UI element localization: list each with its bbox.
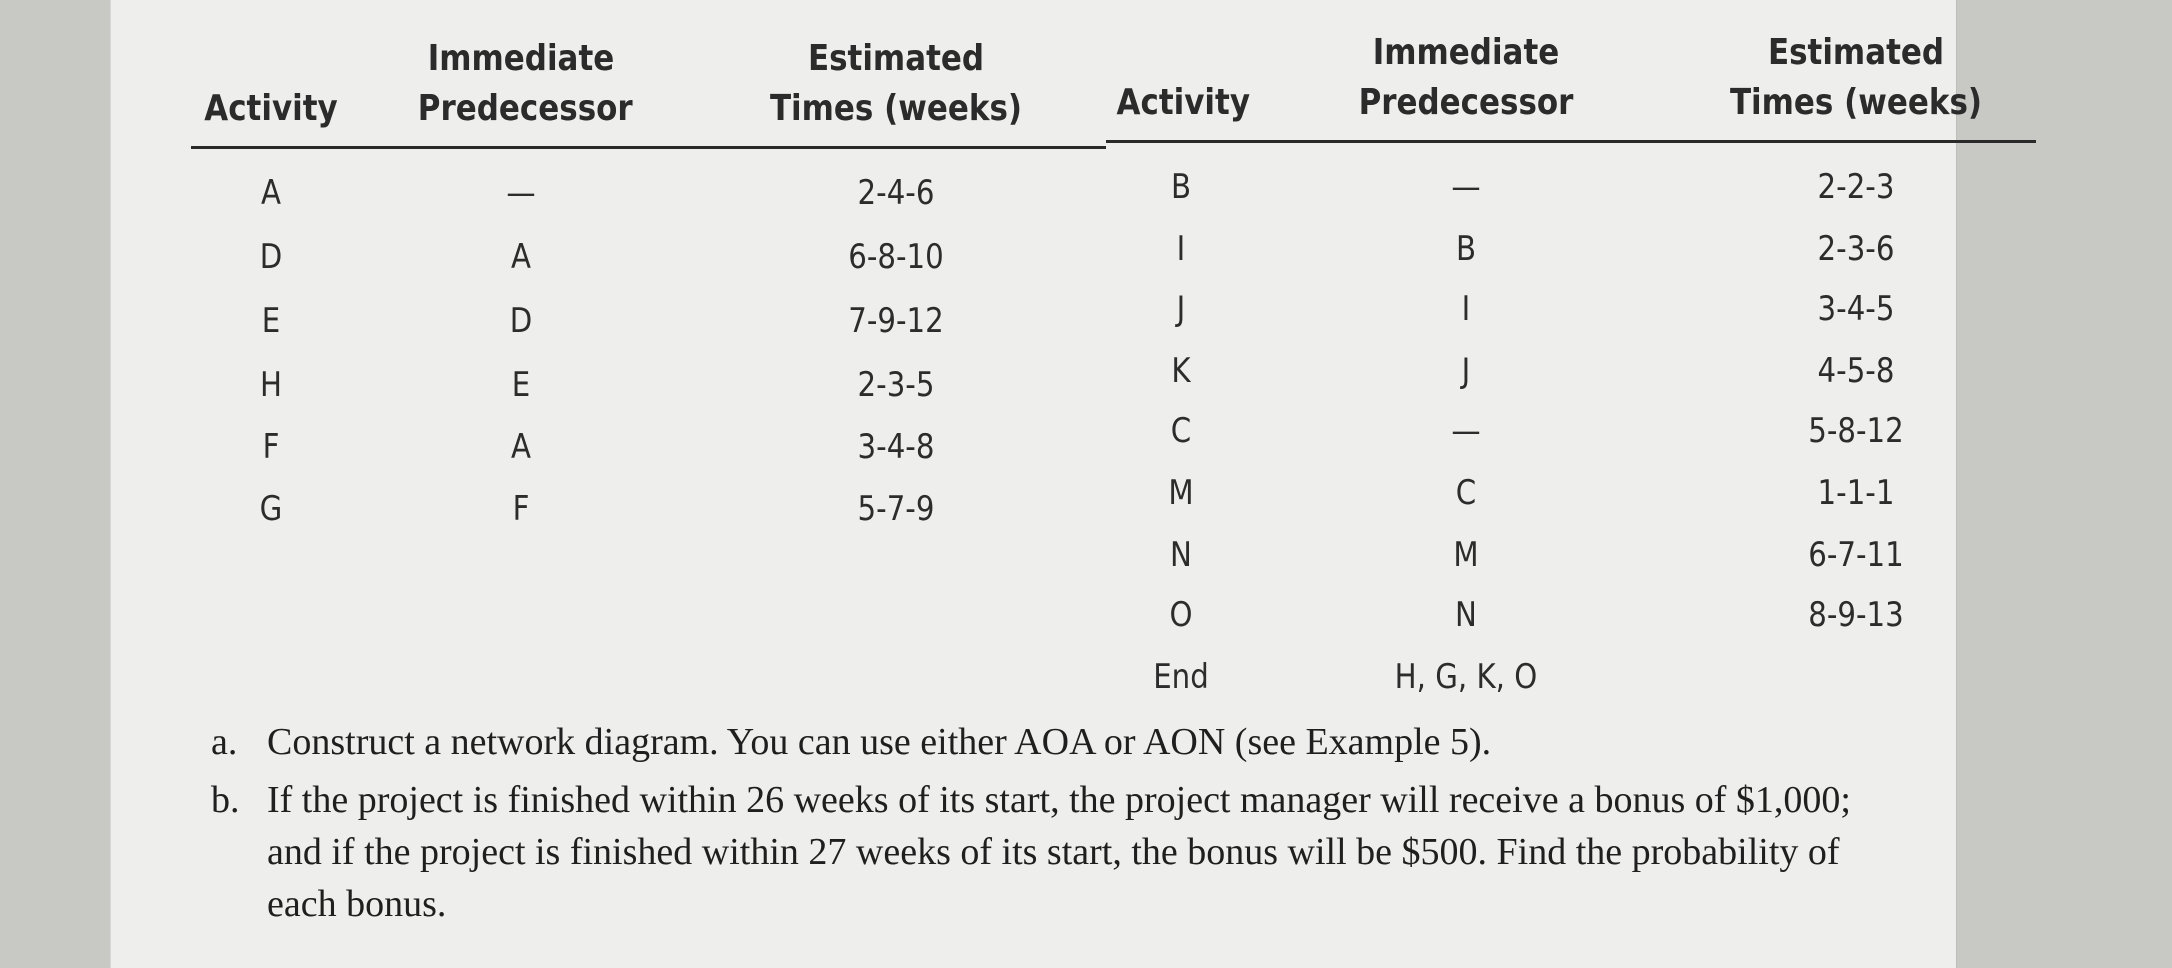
predecessor-cell: F — [512, 489, 530, 529]
question-b — [211, 774, 1911, 930]
activity-cell: J — [1176, 289, 1186, 329]
times-cell: 8-9-13 — [1808, 595, 1904, 635]
question-text: If the project is finished within 26 weeks of its start, the project manager will receive a bonus of $1,000; and if the project is finished within 27 weeks of its start, the bonus will be $500. Find the probability of each bonus. — [267, 779, 1851, 925]
times-cell: 2-2-3 — [1817, 167, 1895, 207]
table-row — [1106, 400, 2036, 462]
times-cell: 4-5-8 — [1817, 351, 1895, 391]
predecessor-cell: — — [1451, 411, 1481, 451]
question-label: a. — [211, 721, 238, 763]
question-a — [211, 716, 1911, 768]
activity-cell: F — [262, 427, 280, 467]
table-row — [1106, 584, 2036, 646]
question-list — [211, 716, 1911, 936]
activity-cell: E — [261, 301, 281, 341]
activity-cell: End — [1153, 657, 1209, 697]
left-table-header — [191, 28, 1106, 149]
activity-cell: C — [1170, 411, 1192, 451]
times-cell: 7-9-12 — [848, 301, 944, 341]
activity-cell: B — [1170, 167, 1192, 207]
question-text: Construct a network diagram. You can use either AOA or AON (see Example 5). — [267, 721, 1492, 763]
table-row — [1106, 524, 2036, 586]
activity-cell: H — [259, 365, 282, 405]
activity-cell: M — [1168, 473, 1194, 513]
header-immediate-predecessor: Immediate Predecessor — [417, 38, 633, 129]
header-estimated-times: Estimated Times (weeks) — [769, 38, 1023, 129]
times-cell: 2-3-5 — [857, 365, 935, 405]
header-activity: Activity — [1116, 82, 1251, 123]
header-immediate-predecessor: Immediate Predecessor — [1358, 32, 1574, 123]
predecessor-cell: A — [510, 427, 531, 467]
predecessor-cell: E — [511, 365, 531, 405]
table-row — [1106, 156, 2036, 218]
predecessor-cell: A — [510, 237, 531, 277]
table-row — [1106, 218, 2036, 280]
times-cell: 6-7-11 — [1808, 535, 1904, 575]
times-cell: 1-1-1 — [1817, 473, 1895, 513]
right-table-header — [1106, 22, 2036, 143]
table-row — [191, 162, 1106, 224]
predecessor-cell: N — [1455, 595, 1477, 635]
table-row — [1106, 340, 2036, 402]
predecessor-cell: D — [509, 301, 533, 341]
activity-cell: I — [1176, 229, 1186, 269]
activity-cell: N — [1170, 535, 1192, 575]
predecessor-cell: H, G, K, O — [1394, 657, 1538, 697]
predecessor-cell: J — [1461, 351, 1471, 391]
table-row — [1106, 278, 2036, 340]
table-row — [191, 416, 1106, 478]
predecessor-cell: M — [1453, 535, 1479, 575]
times-cell: 5-7-9 — [857, 489, 935, 529]
table-row — [191, 354, 1106, 416]
predecessor-cell: — — [1451, 167, 1481, 207]
times-cell: 3-4-8 — [857, 427, 935, 467]
activity-cell: D — [259, 237, 283, 277]
activity-cell: G — [259, 489, 283, 529]
times-cell: 2-3-6 — [1817, 229, 1895, 269]
table-row — [191, 478, 1106, 540]
header-estimated-times: Estimated Times (weeks) — [1729, 32, 1983, 123]
activity-cell: K — [1171, 351, 1191, 391]
predecessor-cell: C — [1455, 473, 1477, 513]
times-cell: 2-4-6 — [857, 173, 935, 213]
times-cell: 6-8-10 — [848, 237, 944, 277]
table-row — [191, 226, 1106, 288]
textbook-page — [110, 0, 1983, 968]
table-row — [1106, 646, 2036, 708]
activity-cell: O — [1169, 595, 1193, 635]
table-row — [1106, 462, 2036, 524]
predecessor-cell: B — [1455, 229, 1477, 269]
predecessor-cell: — — [506, 173, 536, 213]
question-label: b. — [211, 779, 240, 821]
predecessor-cell: I — [1461, 289, 1471, 329]
table-row — [191, 290, 1106, 352]
times-cell: 3-4-5 — [1817, 289, 1895, 329]
header-activity: Activity — [204, 88, 338, 129]
activity-cell: A — [260, 173, 281, 213]
times-cell: 5-8-12 — [1808, 411, 1904, 451]
